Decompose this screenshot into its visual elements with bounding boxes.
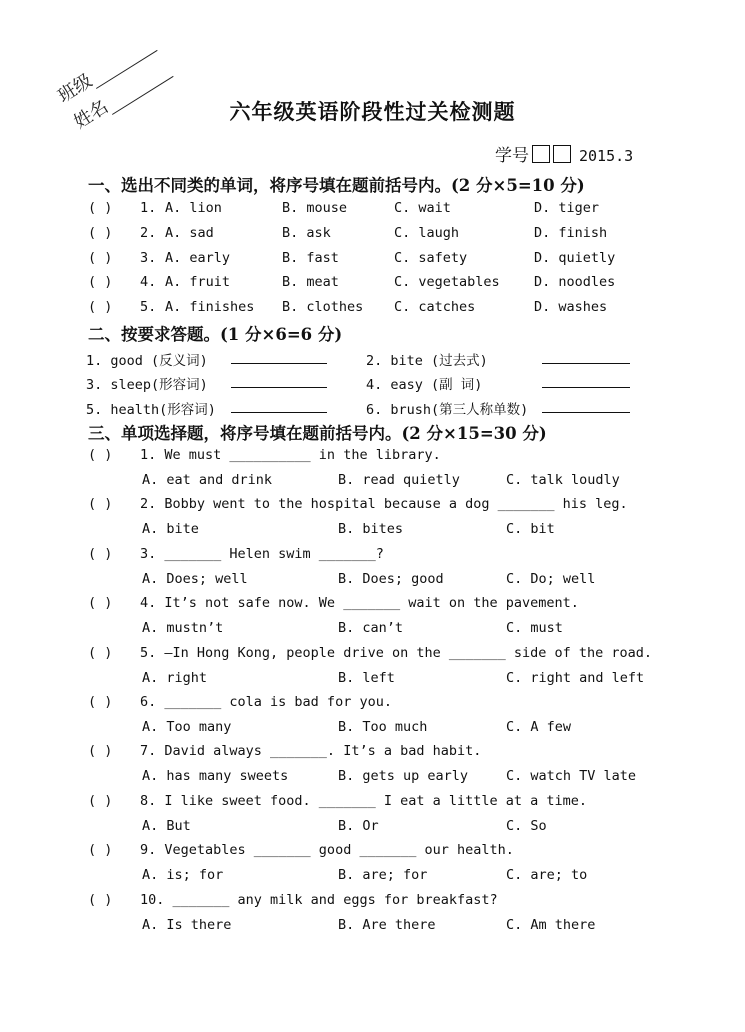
option-a: A. Is there [142,916,232,933]
question-prompt: 1. good (反义词) [86,353,208,369]
question-number: 5. [140,299,157,315]
options-row [88,917,668,937]
option-c: C. laugh [394,225,460,241]
section3-heading: 三、单项选择题，将序号填在题前括号内。(2 分×15=30 分) [88,424,547,443]
answer-bracket[interactable]: ( ) [88,743,113,760]
option-a: A. bite [142,521,199,538]
question-text: 6. _______ cola is bad for you. [140,694,392,710]
answer-bracket[interactable]: ( ) [88,200,113,216]
option-d: D. finish [534,225,608,241]
question-text: 1. We must __________ in the library. [140,447,441,463]
name-label: 姓名 [70,96,112,134]
question-text: 4. It’s not safe now. We _______ wait on the pavement. [140,595,579,612]
option-b: B. bites [338,521,404,538]
question-row [88,200,668,220]
question-prompt: 6. brush(第三人称单数) [366,402,529,418]
question-text: 10. _______ any milk and eggs for breakfast? [140,891,498,908]
question-prompt: 5. health(形容词) [86,402,216,418]
options-row [88,472,668,492]
option-a: A. finishes [165,299,255,315]
question-row [88,299,668,319]
question-row [88,373,648,393]
question-row [88,546,668,566]
question-row [88,250,668,270]
answer-blank[interactable] [231,398,327,413]
question-row [88,645,668,665]
option-a: A. early [165,250,231,266]
option-b: B. fast [282,250,339,266]
option-a: A. mustn’t [142,620,224,637]
question-row [88,743,668,763]
class-label: 班级 [54,70,96,108]
option-b: B. clothes [282,299,364,315]
option-a: A. is; for [142,867,224,884]
answer-blank[interactable] [231,373,327,388]
option-a: A. right [142,669,208,686]
question-prompt: 2. bite (过去式) [366,353,488,369]
option-c: C. watch TV late [506,768,637,785]
option-a: A. has many sweets [142,768,289,785]
answer-blank[interactable] [231,349,327,364]
options-row [88,521,668,541]
option-c: C. must [506,620,563,637]
option-b: B. ask [282,225,331,241]
answer-bracket[interactable]: ( ) [88,891,113,908]
answer-bracket[interactable]: ( ) [88,595,113,612]
option-b: B. left [338,669,395,686]
option-c: C. are; to [506,867,588,884]
question-row [88,349,648,369]
options-row [88,670,668,690]
question-prompt: 3. sleep(形容词) [86,377,208,393]
option-c: C. Do; well [506,570,596,587]
option-a: A. fruit [165,274,231,290]
section1-heading: 一、选出不同类的单词，将序号填在题前括号内。(2 分×5=10 分) [88,176,585,195]
option-c: C. wait [394,200,451,216]
answer-bracket[interactable]: ( ) [88,299,113,315]
option-a: A. But [142,817,191,834]
option-b: B. Are there [338,916,436,933]
option-c: C. right and left [506,669,645,686]
options-row [88,867,668,887]
answer-bracket[interactable]: ( ) [88,792,113,809]
option-b: B. are; for [338,867,428,884]
option-a: A. eat and drink [142,472,273,488]
question-text: 8. I like sweet food. _______ I eat a little at a time. [140,792,588,809]
id-box-2[interactable] [553,145,571,163]
question-row [88,842,668,862]
question-text: 9. Vegetables _______ good _______ our health. [140,842,514,859]
question-prompt: 4. easy (副 词) [366,377,483,393]
question-row [88,793,668,813]
option-c: C. vegetables [394,274,500,290]
question-text: 3. _______ Helen swim _______? [140,545,384,562]
question-text: 7. David always _______. It’s a bad habit. [140,743,482,760]
answer-bracket[interactable]: ( ) [88,225,113,241]
option-b: B. Or [338,817,379,834]
question-text: 2. Bobby went to the hospital because a dog _______ his leg. [140,496,628,513]
answer-blank[interactable] [542,373,630,388]
question-number: 3. [140,250,157,266]
option-b: B. read quietly [338,472,460,488]
question-row [88,694,668,714]
option-c: C. Am there [506,916,596,933]
option-a: A. sad [165,225,214,241]
option-a: A. Too many [142,719,232,735]
option-d: D. washes [534,299,608,315]
option-a: A. lion [165,200,222,216]
question-row [88,892,668,912]
id-box-1[interactable] [532,145,550,163]
option-c: C. talk loudly [506,472,620,488]
option-b: B. Does; good [338,570,444,587]
exam-date: 2015.3 [579,147,634,165]
option-b: B. can’t [338,620,404,637]
option-c: C. safety [394,250,468,266]
options-row [88,571,668,591]
question-row [88,496,668,516]
option-b: B. meat [282,274,339,290]
answer-bracket[interactable]: ( ) [88,545,113,562]
option-b: B. gets up early [338,768,469,785]
answer-bracket[interactable]: ( ) [88,842,113,859]
option-c: C. A few [506,719,572,735]
answer-blank[interactable] [542,398,630,413]
question-text: 5. —In Hong Kong, people drive on the _______ side of the road. [140,644,653,661]
question-row [88,447,668,467]
options-row [88,620,668,640]
question-row [88,225,668,245]
options-row [88,768,668,788]
answer-bracket[interactable]: ( ) [88,274,113,290]
option-a: A. Does; well [142,570,248,587]
question-number: 2. [140,225,157,241]
question-row [88,274,668,294]
answer-bracket[interactable]: ( ) [88,447,113,463]
option-c: C. bit [506,521,555,538]
options-row [88,719,668,739]
option-c: C. So [506,817,547,834]
answer-bracket[interactable]: ( ) [88,496,113,513]
option-d: D. noodles [534,274,616,290]
options-row [88,818,668,838]
section2-heading: 二、按要求答题。(1 分×6=6 分) [88,325,343,344]
student-id-label: 学号 [495,146,529,166]
option-b: B. Too much [338,719,428,735]
question-number: 1. [140,200,157,216]
option-b: B. mouse [282,200,348,216]
question-number: 4. [140,274,157,290]
question-row [88,595,668,615]
answer-bracket[interactable]: ( ) [88,250,113,266]
answer-bracket[interactable]: ( ) [88,694,113,710]
option-d: D. tiger [534,200,600,216]
student-id-line [495,141,633,166]
option-c: C. catches [394,299,476,315]
answer-blank[interactable] [542,349,630,364]
question-row [88,398,648,418]
answer-bracket[interactable]: ( ) [88,644,113,661]
page-title: 六年级英语阶段性过关检测题 [229,99,516,124]
option-d: D. quietly [534,250,616,266]
